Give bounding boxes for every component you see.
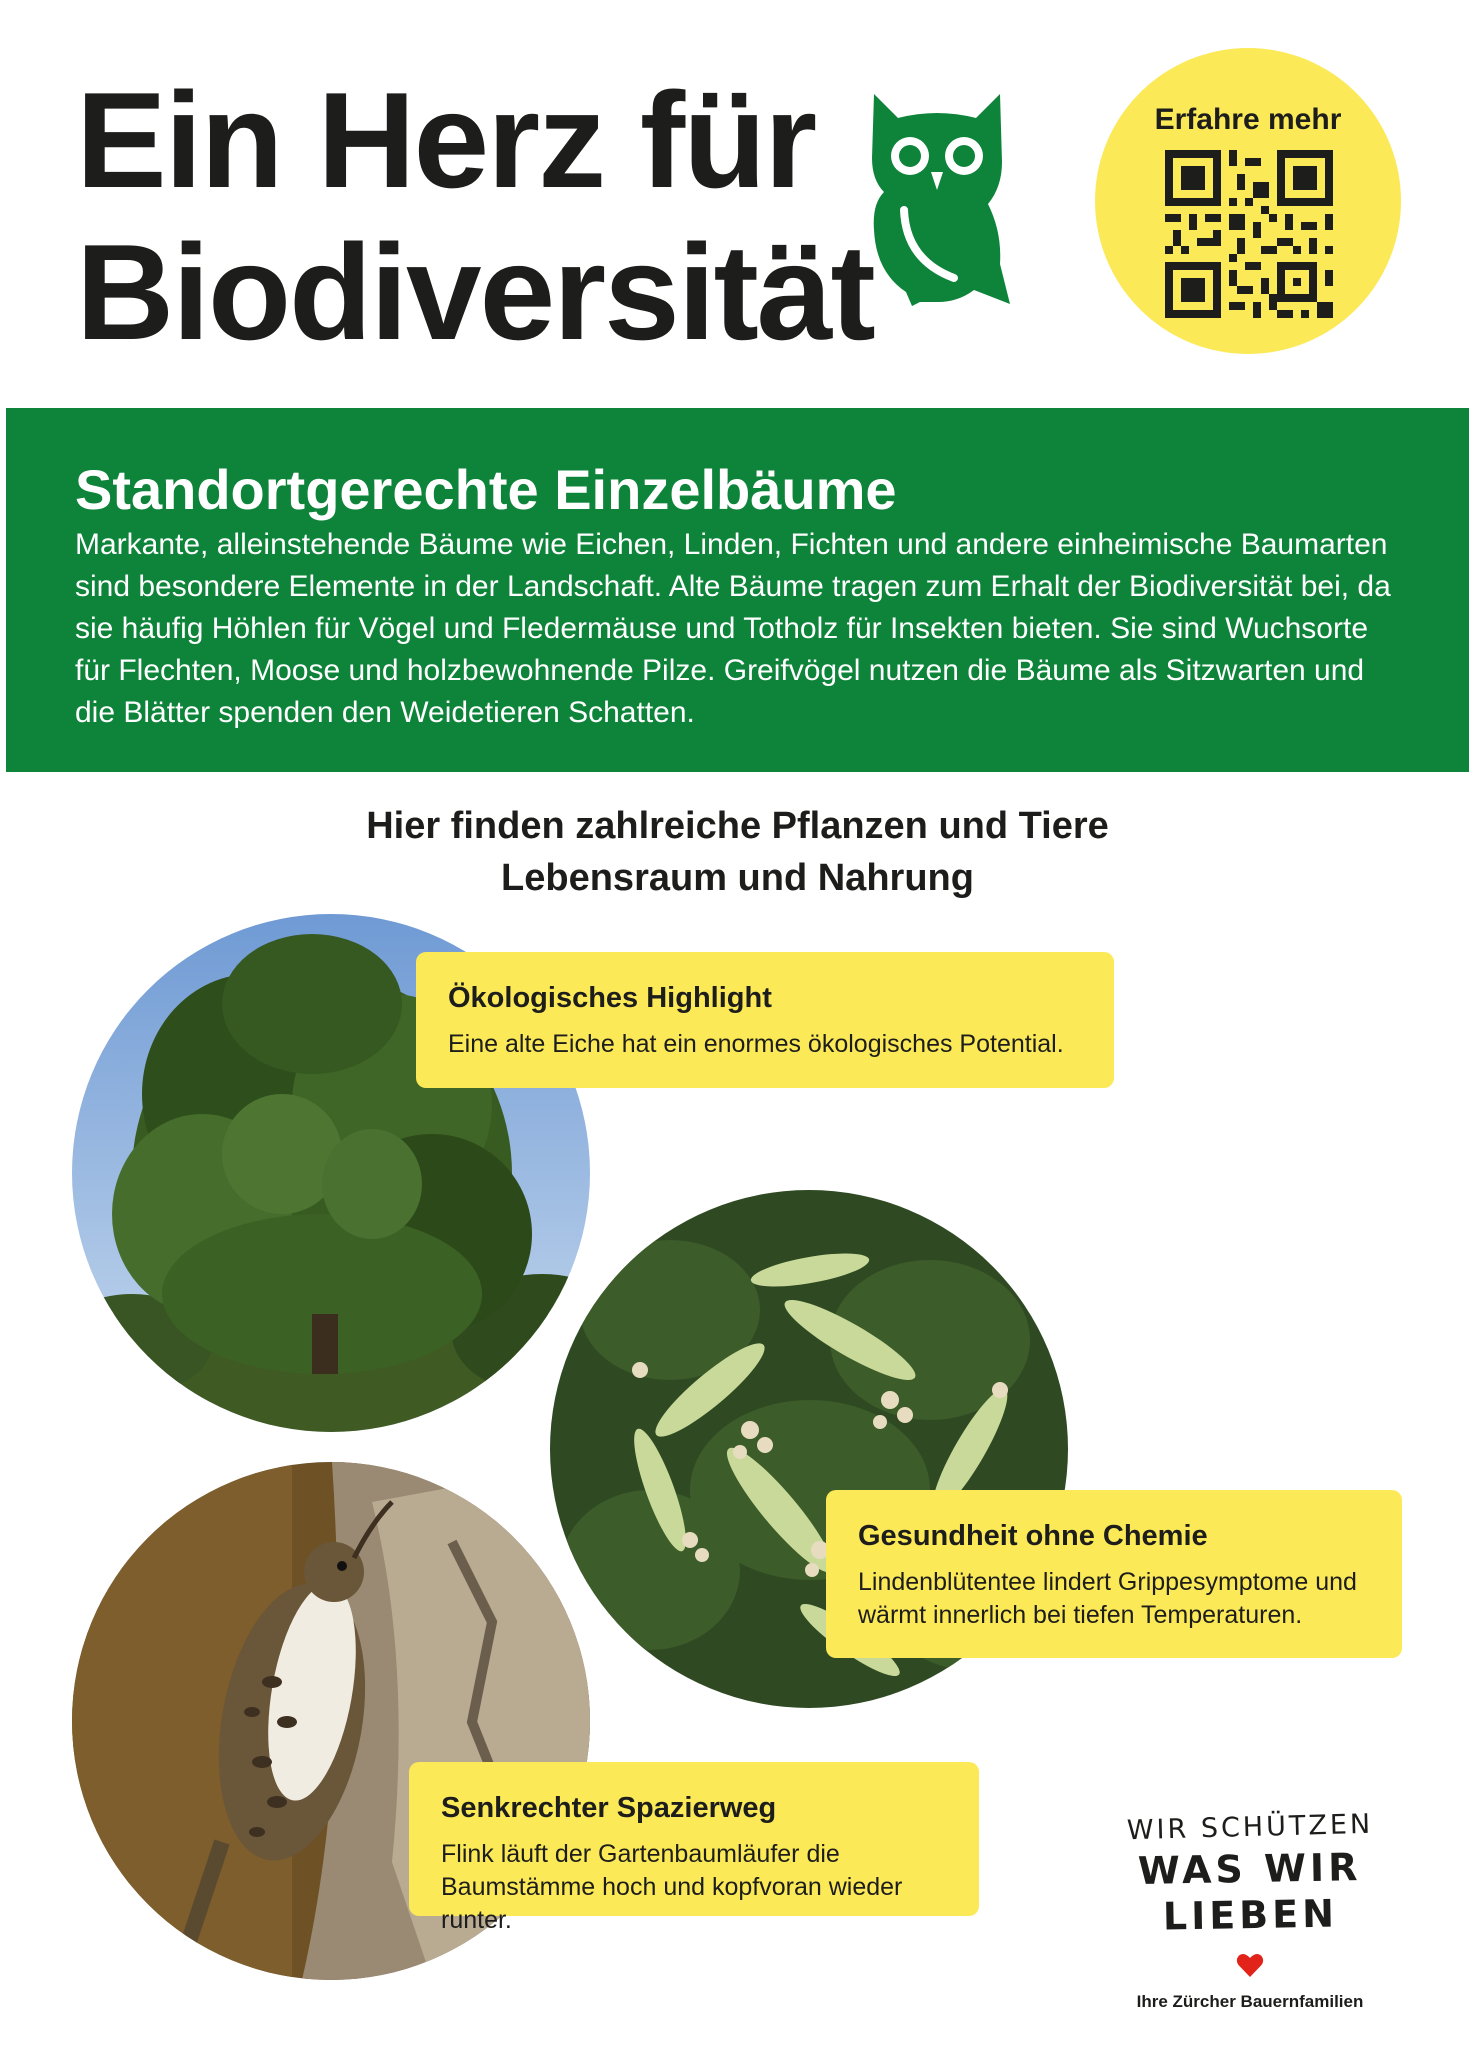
intro-heading: Standortgerechte Einzelbäume (75, 458, 897, 521)
slogan-line2: WAS WIR LIEBEN (1137, 1845, 1362, 1939)
footer-organization: Ihre Zürcher Bauernfamilien (1136, 1992, 1364, 2011)
card-title: Senkrechter Spazierweg (441, 1792, 777, 1824)
slogan-line1: WIR SCHÜTZEN (1126, 1808, 1374, 1847)
page-title (76, 64, 874, 368)
owl-icon (862, 92, 1012, 307)
qr-label: Erfahre mehr (1154, 103, 1342, 136)
page-title-line1: Ein Herz für (76, 64, 816, 216)
info-card-linden (826, 1490, 1402, 1658)
subheading-line1: Hier finden zahlreiche Pflanzen und Tiere (366, 805, 1109, 847)
card-title: Gesundheit ohne Chemie (858, 1520, 1208, 1552)
heart-icon (1236, 1952, 1264, 1978)
subheading-line2: Lebensraum und Nahrung (501, 857, 974, 899)
section-subheading (0, 800, 1475, 904)
card-text: Eine alte Eiche hat ein enormes ökologisches Potential. (448, 1030, 1064, 1058)
page-title-line2: Biodiversität (76, 216, 874, 368)
intro-band (6, 408, 1469, 772)
qr-badge[interactable] (1095, 48, 1401, 354)
slogan-block (1070, 1810, 1430, 2012)
intro-body: Markante, alleinstehende Bäume wie Eichen, Linden, Fichten und andere einheimische Baumarten sind besondere Elemente in der Landschaft. Alte Bäume tragen zum Erhalt der Biodiversität bei, da sie häufig Höhlen für Vögel und Fledermäuse und Totholz für Insekten bieten. Sie sind Wuchsorte für Flechten, Moose und holzbewohnende Pilze. Greifvögel nutzen die Bäume als Sitzwarten und die Blätter spenden den Weidetieren Schatten. (75, 528, 1391, 729)
info-card-oak (416, 952, 1114, 1088)
card-text: Lindenblütentee lindert Grippesymptome und wärmt innerlich bei tiefen Temperaturen. (858, 1568, 1357, 1629)
qr-code-icon[interactable] (1165, 150, 1333, 318)
card-title: Ökologisches Highlight (448, 982, 772, 1014)
card-text: Flink läuft der Gartenbaumläufer die Baumstämme hoch und kopfvoran wieder runter. (441, 1840, 903, 1934)
info-card-treecreeper (409, 1762, 979, 1934)
